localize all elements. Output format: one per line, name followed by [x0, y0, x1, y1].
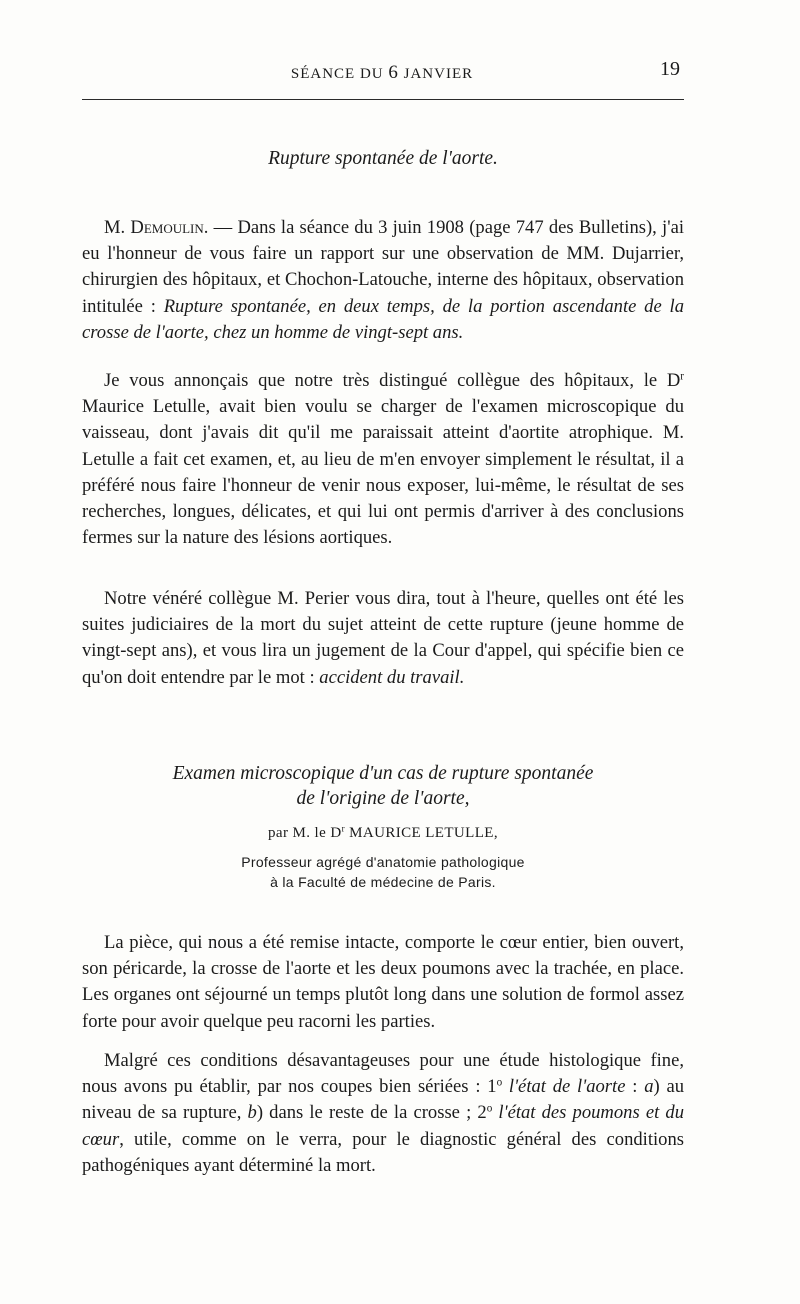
author-affiliation-line1: Professeur agrégé d'anatomie pathologique: [241, 854, 525, 870]
speaker-name: M. Demoulin.: [104, 217, 209, 238]
paragraph-perier: Notre vénéré collègue M. Perier vous dira, tout à l'heure, quelles ont été les suites judiciaires de la mort du sujet atteint de cette rupture (jeune homme de vingt-sept ans), et vous lira un jugement de la Cour d'appel, qui spécifie bien ce qu'on doit entendre par le mot : accident du travail.: [82, 588, 684, 688]
paragraph-letulle-exam: Je vous annonçais que notre très distingué collègue des hôpitaux, le $D^r$ Maurice Letulle, avait bien voulu se charger de l'examen microscopique du vaisseau, dont j'avais dit qu'il me paraissait atteint d'aortite atrophique. M. Letulle a fait cet examen, et, au lieu de m'en envoyer simplement le résultat, il a préféré nous faire l'honneur de venir nous exposer, lui-même, le résultat de ses recherches, longues, délicates, et qui lui ont permis d'arriver à des conclusions fermes sur la nature des lésions aortiques.: [82, 370, 684, 549]
running-head: [82, 58, 682, 88]
section-title-examen-line2: de l'origine de l'aorte,: [296, 788, 470, 809]
author-affiliation-line2: à la Faculté de médecine de Paris.: [270, 874, 496, 890]
section-title-examen-line1: Examen microscopique d'un cas de rupture spontanée: [172, 763, 594, 784]
paragraph-conditions: Malgré ces conditions désavantageuses pour une étude histologique fine, nous avons pu établir, par nos coupes bien sériées : 1$^o$ l'état de l'aorte : a) au niveau de sa rupture, b) dans le reste de la crosse ; 2$^o$ l'état des poumons et du cœur, utile, comme on le verra, pour le diagnostic général des conditions pathogéniques ayant déterminé la mort.: [82, 1050, 685, 1176]
paragraph-demoulin-intro: M. Demoulin. — Dans la séance du 3 juin 1908 (page 747 des Bulletins), j'ai eu l'honneur de vous faire un rapport sur une observation de MM. Dujarrier, chirurgien des hôpitaux, et Chochon-Latouche, interne des hôpitaux, observation intitulée : Rupture spontanée, en deux temps, de la portion ascendante de la crosse de l'aorte, chez un homme de vingt-sept ans.: [82, 217, 684, 343]
page-number: 19: [660, 58, 680, 80]
observation-title: Rupture spontanée, en deux temps, de la portion ascendante de la crosse de l'aorte, chez un homme de vingt-sept ans.: [82, 295, 684, 343]
author-byline: par M. le $D^r$ MAURICE LETULLE,: [268, 823, 498, 841]
paragraph-piece: La pièce, qui nous a été remise intacte, comporte le cœur entier, bien ouvert, son péricarde, la crosse de l'aorte et les deux poumons avec la trachée, en place. Les organes ont séjourné un temps plutôt long dans une solution de formol assez forte pour avoir quelque peu racorni les parties.: [82, 932, 684, 1032]
section-title-rupture: Rupture spontanée de l'aorte.: [268, 148, 498, 169]
header-rule: [82, 99, 684, 100]
running-title: SÉANCE DU 6 JANVIER: [290, 62, 474, 83]
term-accident-du-travail: accident du travail.: [319, 666, 465, 688]
session-day: 6: [388, 62, 399, 83]
